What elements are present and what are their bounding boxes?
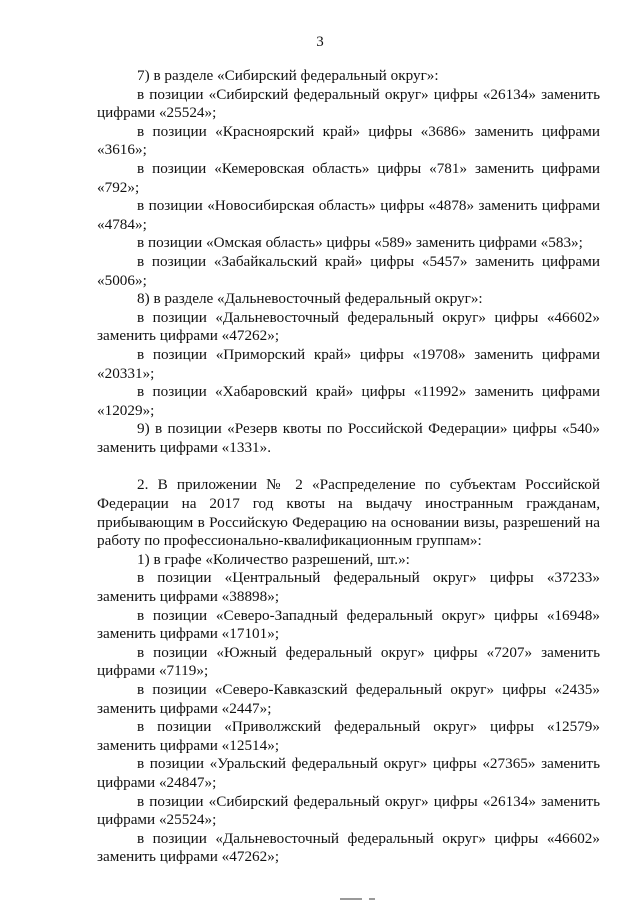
- paragraph: в позиции «Сибирский федеральный округ» цифры «26134» заменить цифрами «25524»;: [97, 792, 600, 829]
- scan-artifact-mark: [369, 898, 375, 900]
- paragraph: в позиции «Дальневосточный федеральный округ» цифры «46602» заменить цифрами «47262»;: [97, 308, 600, 345]
- paragraph: в позиции «Центральный федеральный округ» цифры «37233» заменить цифрами «38898»;: [97, 569, 600, 606]
- paragraph: в позиции «Кемеровская область» цифры «781» заменить цифрами «792»;: [97, 159, 600, 196]
- paragraph: в позиции «Приморский край» цифры «19708» заменить цифрами «20331»;: [97, 345, 600, 382]
- paragraph: в позиции «Южный федеральный округ» цифры «7207» заменить цифрами «7119»;: [97, 643, 600, 680]
- paragraph: в позиции «Хабаровский край» цифры «11992» заменить цифрами «12029»;: [97, 383, 600, 419]
- paragraph: в позиции «Забайкальский край» цифры «5457» заменить цифрами «5006»;: [97, 252, 600, 289]
- paragraph: в позиции «Уральский федеральный округ» цифры «27365» заменить цифрами «24847»;: [97, 755, 600, 791]
- paragraph: в позиции «Омская область» цифры «589» заменить цифрами «583»;: [137, 234, 583, 252]
- paragraph: 8) в разделе «Дальневосточный федеральный округ»:: [137, 290, 483, 308]
- page-number: 3: [316, 34, 324, 50]
- paragraph: в позиции «Дальневосточный федеральный округ» цифры «46602» заменить цифрами «47262»;: [97, 829, 600, 866]
- paragraph: в позиции «Северо-Кавказский федеральный округ» цифры «2435» заменить цифрами «2447»;: [97, 681, 600, 717]
- paragraph: в позиции «Сибирский федеральный округ» цифры «26134» заменить цифрами «25524»;: [97, 85, 600, 122]
- section-gap: [97, 457, 600, 476]
- paragraph: в позиции «Новосибирская область» цифры «4878» заменить цифрами «4784»;: [97, 197, 600, 233]
- paragraph: 2. В приложении № 2 «Распределение по субъектам Российской Федерации на 2017 год квоты на выдачу иностранным гражданам, прибывающим в Российскую Федерацию на основании визы, разрешений на работу по профессионально-квалификационным группам»:: [97, 476, 600, 550]
- paragraph: 1) в графе «Количество разрешений, шт.»:: [137, 550, 410, 568]
- scan-artifact-mark: [340, 898, 362, 900]
- document-body: [97, 67, 600, 867]
- paragraph: 9) в позиции «Резерв квоты по Российской Федерации» цифры «540» заменить цифрами «1331».: [97, 420, 600, 456]
- paragraph: 7) в разделе «Сибирский федеральный округ»:: [137, 67, 439, 84]
- paragraph: в позиции «Красноярский край» цифры «3686» заменить цифрами «3616»;: [97, 122, 600, 159]
- paragraph: в позиции «Приволжский федеральный округ» цифры «12579» заменить цифрами «12514»;: [97, 718, 600, 754]
- paragraph: в позиции «Северо-Западный федеральный округ» цифры «16948» заменить цифрами «17101»;: [97, 606, 600, 643]
